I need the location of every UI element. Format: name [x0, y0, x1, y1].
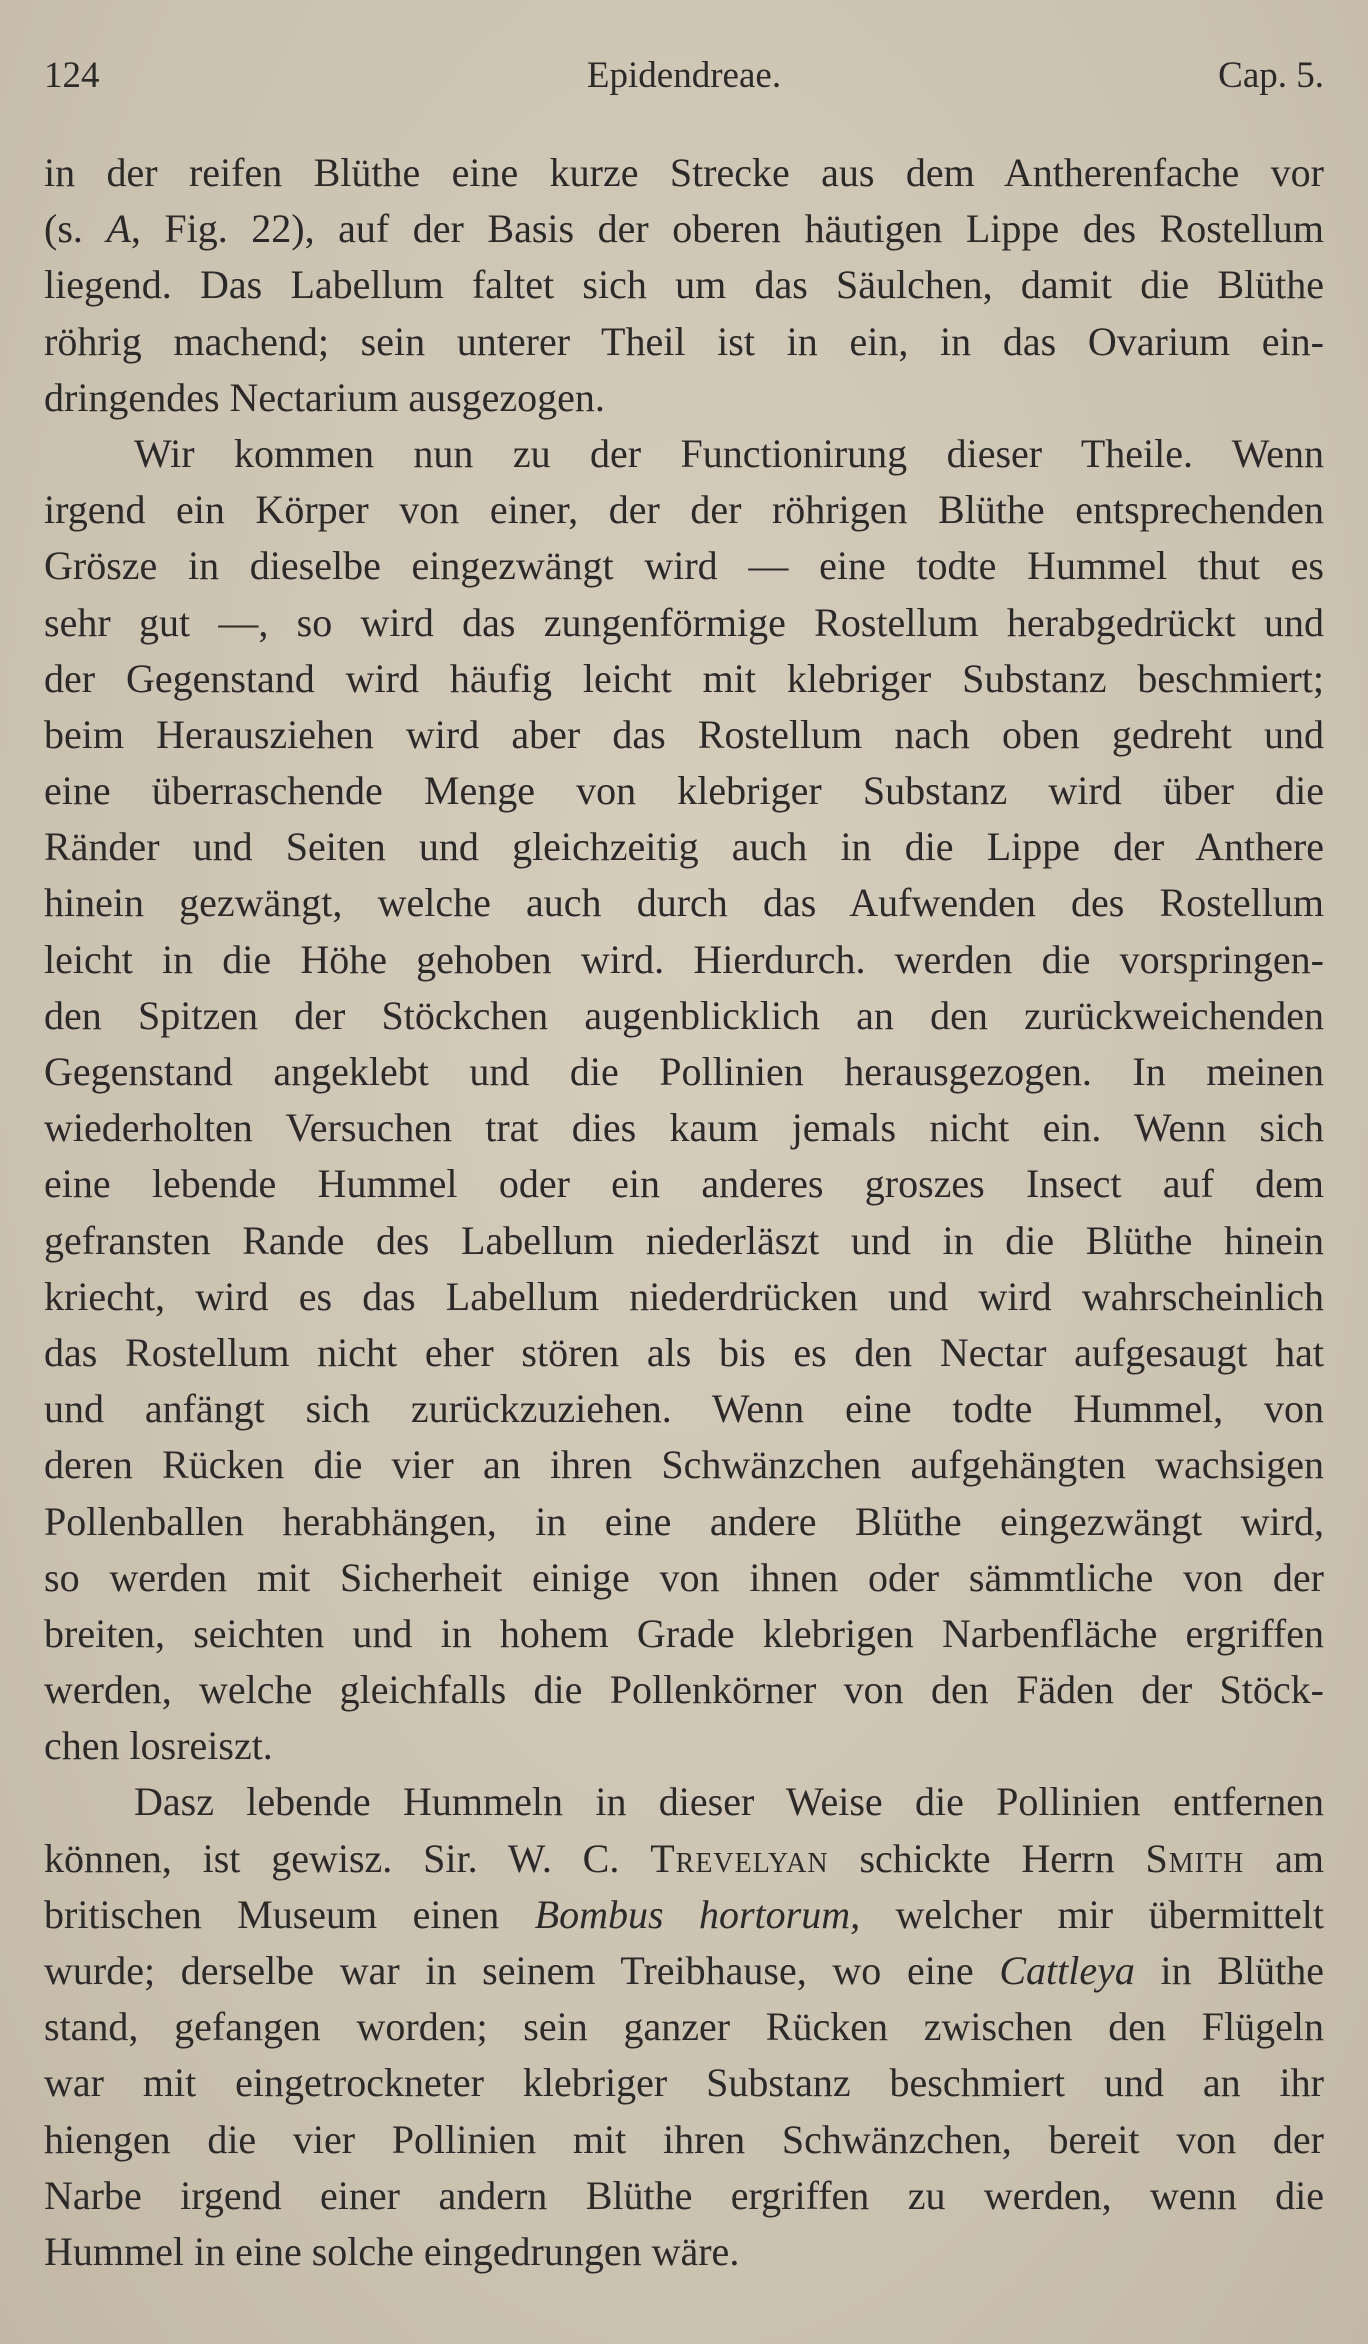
chapter-label: Cap. 5.: [1218, 55, 1324, 96]
text-line: beim Herausziehen wird aber das Rostellum nach oben gedreht und: [44, 711, 1324, 757]
text-line: eine lebende Hummel oder ein anderes groszes Insect auf dem: [44, 1161, 1324, 1207]
paragraph: [44, 426, 1324, 1775]
text-line: britischen Museum einen Bombus hortorum, welcher mir übermittelt: [44, 1891, 1324, 1937]
text-line: dringendes Nectarium ausgezogen.: [44, 374, 605, 420]
page-number: 124: [44, 55, 100, 96]
text-line: chen losreiszt.: [44, 1723, 273, 1769]
text-line: war mit eingetrockneter klebriger Substanz beschmiert und an ihr: [44, 2060, 1324, 2106]
text-line: können, ist gewisz. Sir. W. C. Trevelyan schickte Herrn Smith am: [44, 1835, 1324, 1881]
paragraph: [44, 1774, 1324, 2280]
text-line: kriecht, wird es das Labellum niederdrücken und wird wahrscheinlich: [44, 1273, 1324, 1319]
small-caps-name: Trevelyan: [650, 1835, 829, 1881]
text-line: breiten, seichten und in hohem Grade klebrigen Narbenfläche ergriffen: [44, 1610, 1324, 1656]
text-line: irgend ein Körper von einer, der der röhrigen Blüthe entsprechenden: [44, 487, 1324, 533]
text-line: Ränder und Seiten und gleichzeitig auch in die Lippe der Anthere: [44, 824, 1324, 870]
text-line: hinein gezwängt, welche auch durch das Aufwenden des Rostellum: [44, 880, 1324, 926]
text-line: sehr gut —, so wird das zungenförmige Rostellum herabgedrückt und: [44, 599, 1324, 645]
text-line: werden, welche gleichfalls die Pollenkörner von den Fäden der Stöck-: [44, 1667, 1324, 1713]
text-line: so werden mit Sicherheit einige von ihnen oder sämmtliche von der: [44, 1554, 1324, 1600]
text-line: in der reifen Blüthe eine kurze Strecke aus dem Antherenfache vor: [44, 150, 1324, 195]
body-text: [44, 145, 1324, 2280]
text-line: liegend. Das Labellum faltet sich um das Säulchen, damit die Blüthe: [44, 262, 1324, 308]
text-line: Hummel in eine solche eingedrungen wäre.: [44, 2228, 740, 2274]
text-line: der Gegenstand wird häufig leicht mit klebriger Substanz beschmiert;: [44, 655, 1324, 701]
text-line: (s. A, Fig. 22), auf der Basis der oberen häutigen Lippe des Rostellum: [44, 206, 1324, 252]
text-line: leicht in die Höhe gehoben wird. Hierdurch. werden die vorspringen-: [44, 936, 1324, 982]
text-line: wurde; derselbe war in seinem Treibhause, wo eine Cattleya in Blüthe: [44, 1948, 1324, 1993]
small-caps-name: Smith: [1145, 1835, 1245, 1881]
text-line: den Spitzen der Stöckchen augenblicklich an den zurückweichenden: [44, 992, 1324, 1038]
italic-text: Bombus hortorum,: [534, 1891, 861, 1937]
text-line: Pollenballen herabhängen, in eine andere Blüthe eingezwängt wird,: [44, 1498, 1324, 1544]
text-line: Narbe irgend einer andern Blüthe ergriffen zu werden, wenn die: [44, 2172, 1324, 2218]
page-header: [44, 46, 1324, 106]
text-line: stand, gefangen worden; sein ganzer Rücken zwischen den Flügeln: [44, 2004, 1324, 2050]
text-line: wiederholten Versuchen trat dies kaum jemals nicht ein. Wenn sich: [44, 1105, 1324, 1151]
text-line: eine überraschende Menge von klebriger Substanz wird über die: [44, 768, 1324, 814]
text-line: Wir kommen nun zu der Functionirung dieser Theile. Wenn: [134, 430, 1324, 476]
text-line: das Rostellum nicht eher stören als bis es den Nectar aufgesaugt hat: [44, 1329, 1324, 1375]
text-line: Gegenstand angeklebt und die Pollinien herausgezogen. In meinen: [44, 1049, 1324, 1094]
text-line: deren Rücken die vier an ihren Schwänzchen aufgehängten wachsigen: [44, 1442, 1324, 1488]
text-line: gefransten Rande des Labellum niederläszt und in die Blüthe hinein: [44, 1217, 1324, 1263]
paragraph: [44, 145, 1324, 426]
text-line: Dasz lebende Hummeln in dieser Weise die Pollinien entfernen: [134, 1779, 1324, 1825]
italic-text: A: [106, 206, 131, 252]
text-line: röhrig machend; sein unterer Theil ist in ein, in das Ovarium ein-: [44, 318, 1324, 364]
italic-text: Cattleya: [999, 1948, 1135, 1993]
text-line: Grösze in dieselbe eingezwängt wird — eine todte Hummel thut es: [44, 543, 1324, 589]
text-line: hiengen die vier Pollinien mit ihren Schwänzchen, bereit von der: [44, 2116, 1324, 2162]
text-line: und anfängt sich zurückzuziehen. Wenn eine todte Hummel, von: [44, 1386, 1324, 1432]
running-title: Epidendreae.: [586, 55, 782, 96]
